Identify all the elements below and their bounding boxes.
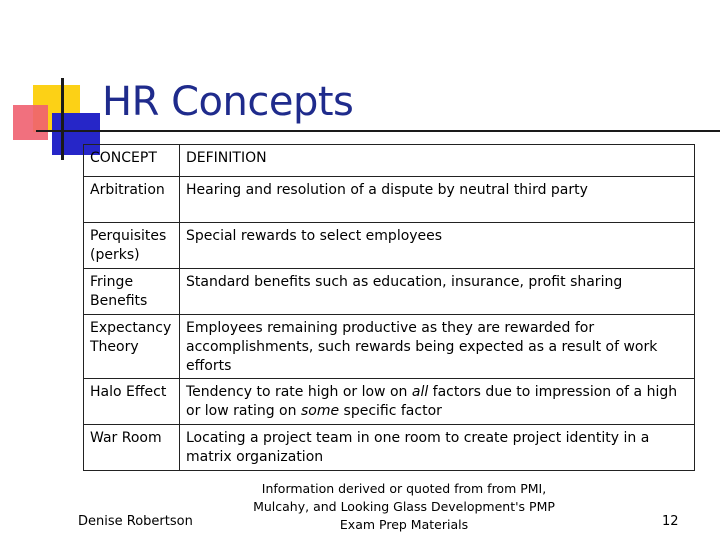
concept-cell: Expectancy Theory <box>84 315 180 379</box>
table-row <box>84 315 695 379</box>
table-row <box>84 177 695 223</box>
concept-cell: Arbitration <box>84 177 180 223</box>
definition-cell: Employees remaining productive as they are rewarded for accomplishments, such rewards being expected as a result of work efforts <box>180 315 695 379</box>
definition-text: specific factor <box>339 403 442 419</box>
table-header-row <box>84 145 695 177</box>
definition-cell: Standard benefits such as education, insurance, profit sharing <box>180 269 695 315</box>
emphasis-some: some <box>300 403 340 419</box>
concept-cell: Perquisites (perks) <box>84 223 180 269</box>
table-row <box>84 379 695 425</box>
title-underline <box>36 130 720 132</box>
hr-concepts-table <box>83 144 695 471</box>
column-header-concept: CONCEPT <box>84 145 180 177</box>
definition-text: factors due to impression of a high or low rating on <box>186 384 678 419</box>
footer-author: Denise Robertson <box>78 514 193 529</box>
concept-cell: War Room <box>84 425 180 471</box>
decorative-vertical-line <box>61 78 64 160</box>
table-row <box>84 425 695 471</box>
footer-source: Information derived or quoted from from PMI, Mulcahy, and Looking Glass Development's PMP Exam Prep Materials <box>253 481 555 532</box>
table-row <box>84 269 695 315</box>
definition-cell: Locating a project team in one room to create project identity in a matrix organization <box>180 425 695 471</box>
definition-cell: Hearing and resolution of a dispute by neutral third party <box>180 177 695 223</box>
page-number: 12 <box>662 514 679 529</box>
concept-cell: Halo Effect <box>84 379 180 425</box>
definition-cell <box>180 379 695 425</box>
emphasis-all: all <box>411 384 429 400</box>
table-row <box>84 223 695 269</box>
column-header-definition: DEFINITION <box>180 145 695 177</box>
slide-title: HR Concepts <box>102 79 354 125</box>
definition-cell: Special rewards to select employees <box>180 223 695 269</box>
concept-cell: Fringe Benefits <box>84 269 180 315</box>
decorative-red-square <box>13 105 48 140</box>
definition-text: Tendency to rate high or low on <box>186 384 412 400</box>
